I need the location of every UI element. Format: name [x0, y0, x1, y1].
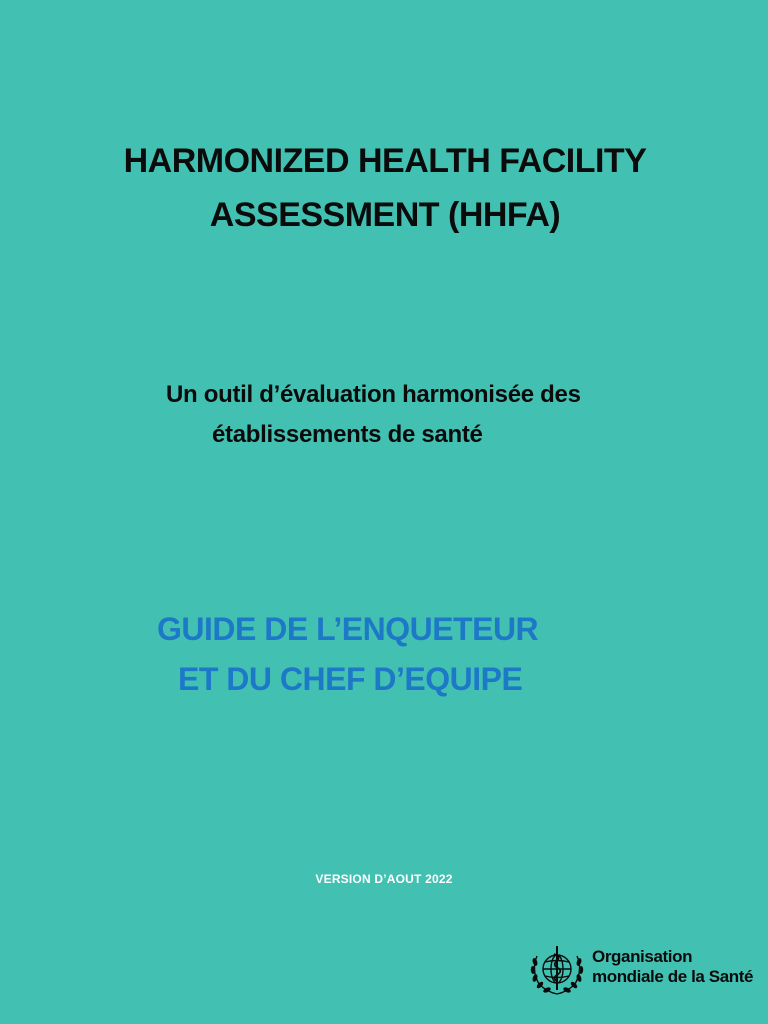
who-logo [527, 942, 754, 998]
who-name-line-2: mondiale de la Santé [592, 967, 754, 986]
title-line-2: ASSESSMENT (HHFA) [209, 196, 561, 234]
guide-line-1: GUIDE DE L’ENQUETEUR [157, 611, 539, 647]
version-label: VERSION D’AOUT 2022 [315, 872, 453, 886]
title-line-1: HARMONIZED HEALTH FACILITY [123, 142, 647, 180]
who-emblem-icon [527, 942, 587, 998]
subtitle-line-2: établissements de santé [212, 421, 483, 448]
cover-title [60, 134, 710, 242]
who-name [592, 947, 753, 987]
subtitle-line-1: Un outil d’évaluation harmonisée des [166, 381, 581, 408]
guide-line-2: ET DU CHEF D’EQUIPE [178, 661, 523, 697]
who-name-line-1: Organisation [592, 947, 693, 966]
